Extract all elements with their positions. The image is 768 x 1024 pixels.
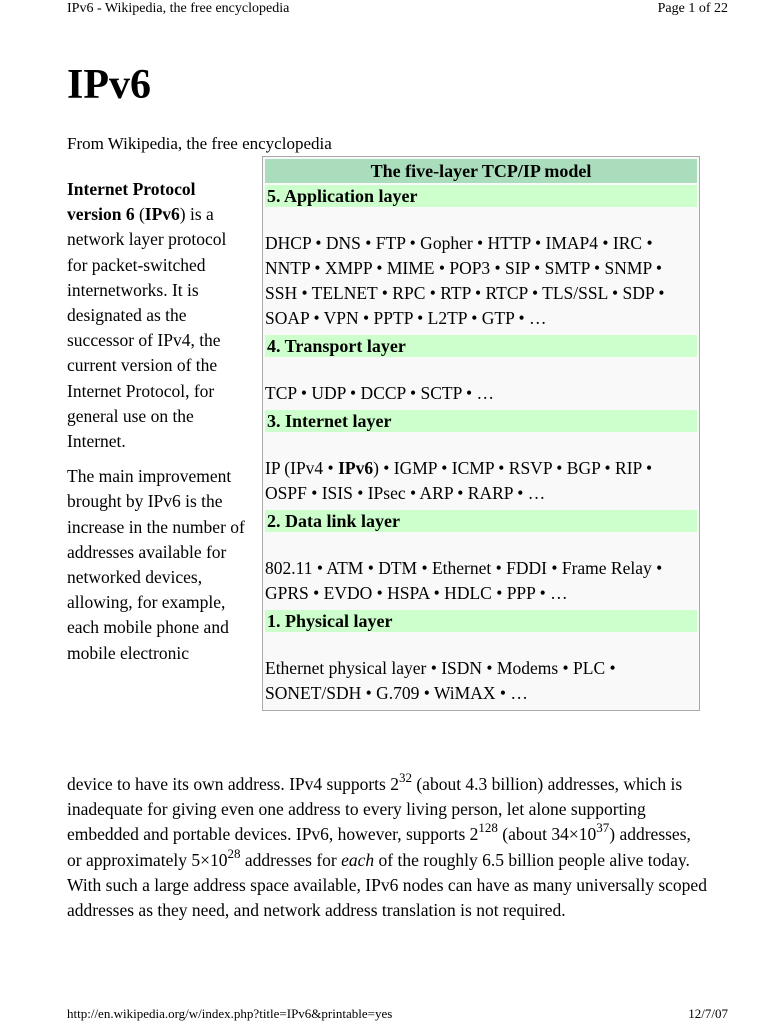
ipv6-highlight: IPv6 — [338, 458, 374, 478]
intro-column — [67, 177, 247, 666]
layer-heading-physical: 1. Physical layer — [265, 610, 697, 632]
exponent: 128 — [478, 820, 498, 836]
print-header-title: IPv6 - Wikipedia, the free encyclopedia — [67, 1, 290, 16]
print-footer-url: http://en.wikipedia.org/w/index.php?title=IPv6&printable=yes — [67, 1006, 393, 1021]
exponent: 32 — [398, 770, 412, 785]
exponent: 28 — [227, 845, 241, 861]
improvement-paragraph-lead: The main improvement brought by IPv6 is the increase in the number of addresses available for networked devices, allowing, for example, each mobile phone and mobile electronic — [67, 466, 245, 663]
intro-abbrev: IPv6 — [144, 204, 180, 225]
intro-term: Internet Protocol version 6 — [67, 179, 196, 225]
intro-paragraph: Internet Protocol version 6 (IPv6) is a network layer protocol for packet-switched internetworks. It is designated as the successor of IPv4, the current version of the Internet Protocol, for general use on the Internet. — [67, 179, 227, 452]
print-footer-date: 12/7/07 — [688, 1006, 728, 1021]
article-title: IPv6 — [67, 62, 151, 108]
page-indicator: Page 1 of 22 — [657, 1, 728, 16]
tcpip-model-infobox — [262, 156, 700, 711]
layer-heading-datalink: 2. Data link layer — [265, 510, 697, 532]
layer-heading-internet: 3. Internet layer — [265, 410, 697, 432]
layer-items-application: DHCP • DNS • FTP • Gopher • HTTP • IMAP4 • IRC • NNTP • XMPP • MIME • POP3 • SIP • SMTP • SNMP • SSH • TELNET • RPC • RTP • RTCP • TLS/SSL • SDP • SOAP • VPN • PPTP • L2TP • GTP • … — [265, 233, 665, 328]
article-source-line: From Wikipedia, the free encyclopedia — [67, 134, 332, 153]
exponent: 37 — [596, 820, 610, 836]
layer-items-datalink: 802.11 • ATM • DTM • Ethernet • FDDI • Frame Relay • GPRS • EVDO • HSPA • HDLC • PPP • … — [265, 558, 663, 603]
layer-heading-application: 5. Application layer — [265, 185, 697, 207]
improvement-paragraph-continued: device to have its own address. IPv4 supports $2^{32}$ (about 4.3 billion) addresses, which is inadequate for giving even one address to every living person, let alone supporting embedded and portable devices. IPv6, however, supports $2^{128}$ (about $34\times 10^{37}$) addresses, or approximately $5\times 10^{28}$ addresses for each of the roughly 6.5 billion people alive today. With such a large address space available, IPv6 nodes can have as many universally scoped addresses as they need, and network address translation is not required. — [67, 770, 707, 921]
layer-heading-transport: 4. Transport layer — [265, 335, 697, 357]
infobox-title: The five-layer TCP/IP model — [265, 159, 697, 183]
intro-text: ) is a network layer protocol for packet-switched internetworks. It is designated as the successor of IPv4, the current version of the Internet Protocol, for general use on the Internet. — [67, 204, 227, 452]
layer-items-physical: Ethernet physical layer • ISDN • Modems • PLC • SONET/SDH • G.709 • WiMAX • … — [265, 658, 616, 703]
layer-items-transport: TCP • UDP • DCCP • SCTP • … — [265, 383, 495, 403]
layer-items-internet: IP (IPv4 • IPv6) • IGMP • ICMP • RSVP • BGP • RIP • OSPF • ISIS • IPsec • ARP • RARP • … — [265, 458, 653, 503]
emphasis: each — [341, 849, 375, 870]
